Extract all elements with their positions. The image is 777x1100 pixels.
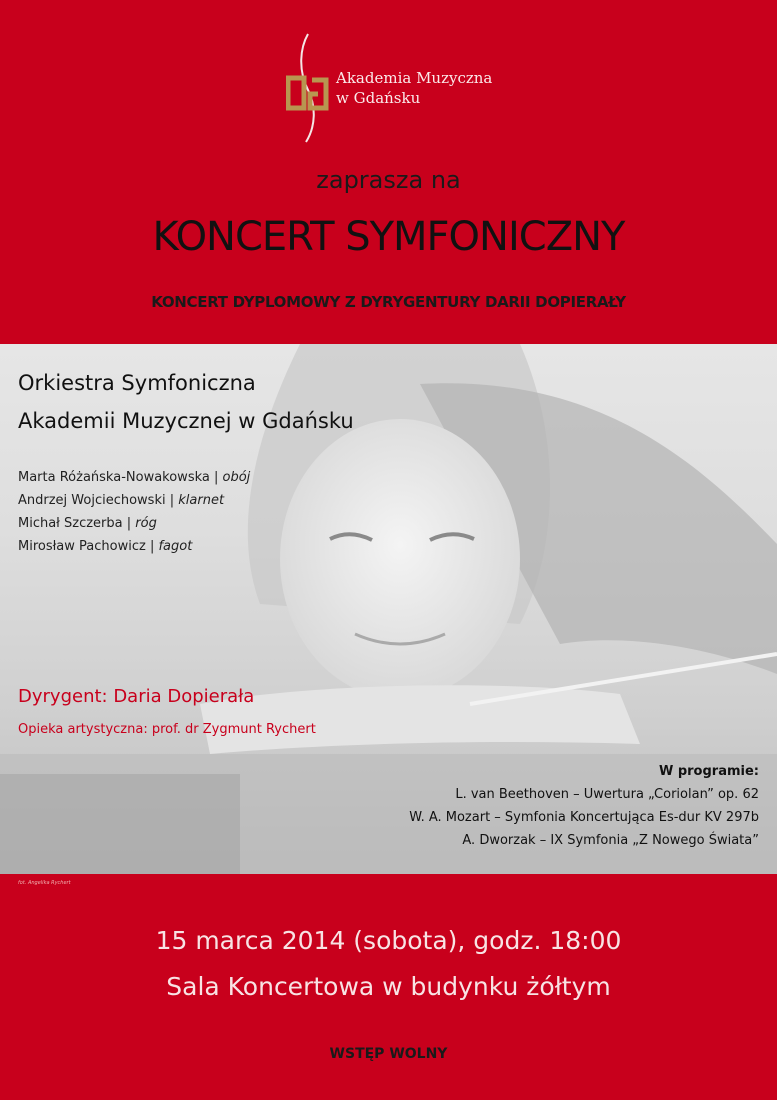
concert-title: KONCERT SYMFONICZNY bbox=[152, 214, 625, 260]
soloist-separator: | bbox=[209, 470, 223, 485]
soloist-instrument: obój bbox=[222, 470, 251, 485]
soloist-name: Michał Szczerba bbox=[18, 516, 123, 531]
photo-credit: fot. Angelika Rychert bbox=[18, 880, 71, 886]
soloist-item bbox=[18, 466, 250, 489]
soloists-list bbox=[18, 466, 250, 558]
concert-subtitle: KONCERT DYPLOMOWY Z DYRYGENTURY DARII DOPIERAŁY bbox=[151, 293, 626, 311]
orchestra-line2: Akademii Muzycznej w Gdańsku bbox=[18, 409, 354, 433]
program-list bbox=[409, 760, 759, 852]
soloist-separator: | bbox=[122, 516, 136, 531]
soloist-instrument: fagot bbox=[158, 539, 193, 554]
soloist-item bbox=[18, 535, 250, 558]
academy-name-line1: Akademia Muzyczna bbox=[336, 69, 493, 87]
soloist-name: Marta Różańska-Nowakowska bbox=[18, 470, 210, 485]
soloist-name: Mirosław Pachowicz bbox=[18, 539, 146, 554]
soloist-name: Andrzej Wojciechowski bbox=[18, 493, 166, 508]
conductor-name: Dyrygent: Daria Dopierała bbox=[18, 686, 255, 707]
orchestra-line1: Orkiestra Symfoniczna bbox=[18, 371, 256, 395]
soloist-instrument: klarnet bbox=[178, 493, 225, 508]
free-entry: WSTĘP WOLNY bbox=[329, 1046, 448, 1062]
soloist-separator: | bbox=[145, 539, 159, 554]
academy-logo bbox=[286, 30, 526, 150]
soloist-instrument: róg bbox=[135, 516, 157, 531]
program-heading: W programie: bbox=[658, 764, 759, 779]
soloist-item bbox=[18, 489, 250, 512]
invite-text: zaprasza na bbox=[316, 166, 461, 194]
soloist-separator: | bbox=[165, 493, 179, 508]
program-item: L. van Beethoven – Uwertura „Coriolan” op. 62 bbox=[455, 787, 759, 802]
program-item: W. A. Mozart – Symfonia Koncertująca Es-dur KV 297b bbox=[409, 810, 759, 825]
orchestra-name bbox=[18, 364, 354, 440]
treble-clef-logo-icon bbox=[286, 30, 330, 146]
program-item: A. Dworzak – IX Symfonia „Z Nowego Świata” bbox=[462, 833, 759, 848]
event-venue: Sala Koncertowa w budynku żółtym bbox=[166, 972, 611, 1001]
academy-name bbox=[336, 68, 492, 108]
artistic-care: Opieka artystyczna: prof. dr Zygmunt Rychert bbox=[18, 722, 316, 737]
soloist-item bbox=[18, 512, 250, 535]
event-date: 15 marca 2014 (sobota), godz. 18:00 bbox=[155, 926, 622, 955]
academy-name-line2: w Gdańsku bbox=[336, 89, 421, 107]
